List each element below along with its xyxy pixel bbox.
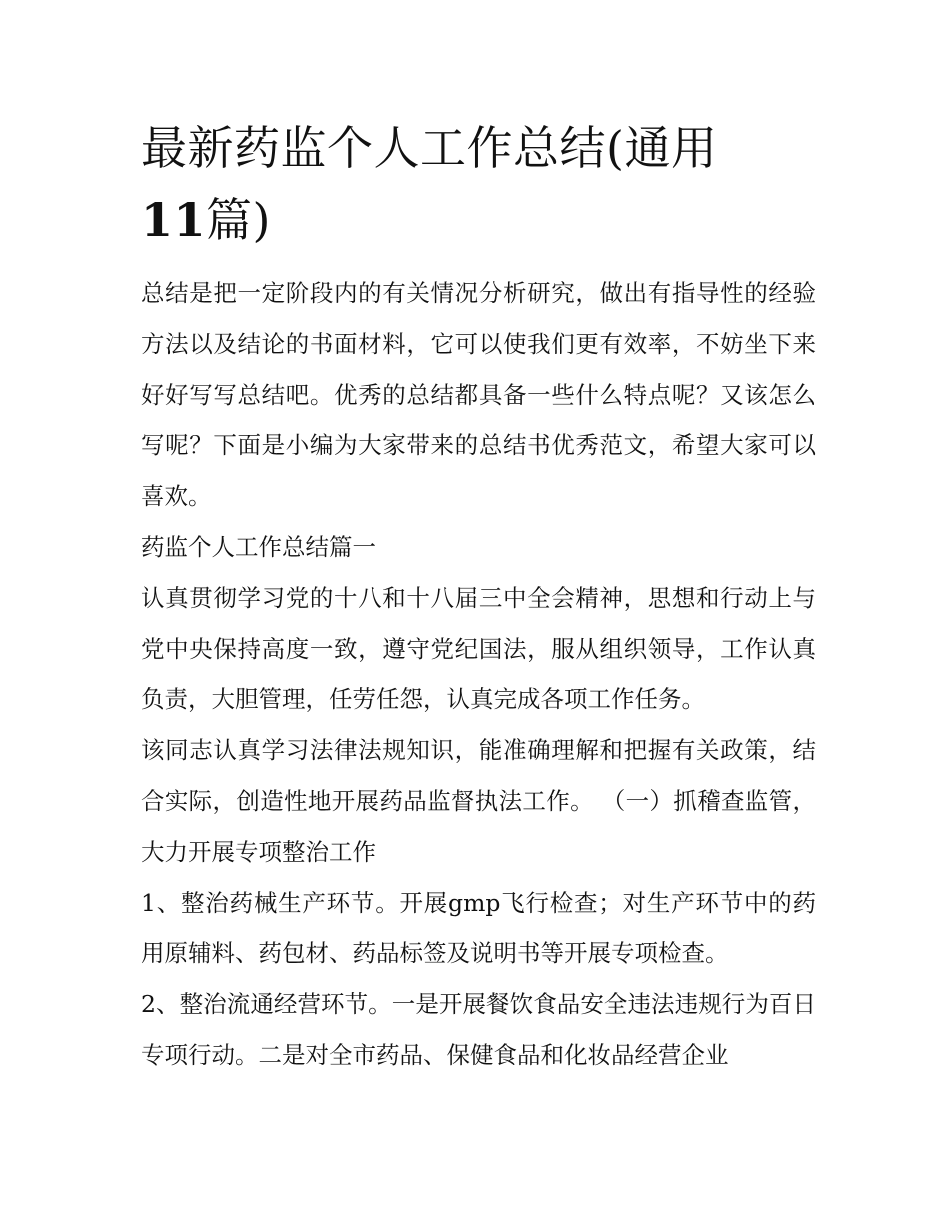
- intro-paragraph: 总结是把一定阶段内的有关情况分析研究，做出有指导性的经验方法以及结论的书面材料，它可以使我们更有效率，不妨坐下来好好写写总结吧。优秀的总结都具备一些什么特点呢？又该怎么写呢？下面是小编为大家带来的总结书优秀范文，希望大家可以喜欢。: [141, 279, 816, 511]
- title-number: 11: [141, 193, 207, 247]
- list-item: 1、整治药械生产环节。开展gmp飞行检查；对生产环节中的药用原辅料、药包材、药品标签及说明书等开展专项检查。: [141, 888, 816, 968]
- document-title: [141, 112, 816, 256]
- title-line-2: 篇): [206, 193, 271, 247]
- body-paragraph: 认真贯彻学习党的十八和十八届三中全会精神，思想和行动上与党中央保持高度一致，遵守党纪国法，服从组织领导，工作认真负责，大胆管理，任劳任怨，认真完成各项工作任务。: [141, 583, 816, 714]
- list-item: 2、整治流通经营环节。一是开展餐饮食品安全违法违规行为百日专项行动。二是对全市药品、保健食品和化妆品经营企业: [141, 990, 816, 1069]
- body-paragraph: 该同志认真学习法律法规知识，能准确理解和把握有关政策，结合实际，创造性地开展药品监督执法工作。 （一）抓稽查监管，大力开展专项整治工作: [141, 736, 816, 866]
- title-line-1: 最新药监个人工作总结(通用: [141, 121, 718, 175]
- document-page: [141, 112, 816, 1081]
- section-heading: 药监个人工作总结篇一: [141, 532, 376, 561]
- document-body: [141, 268, 816, 1081]
